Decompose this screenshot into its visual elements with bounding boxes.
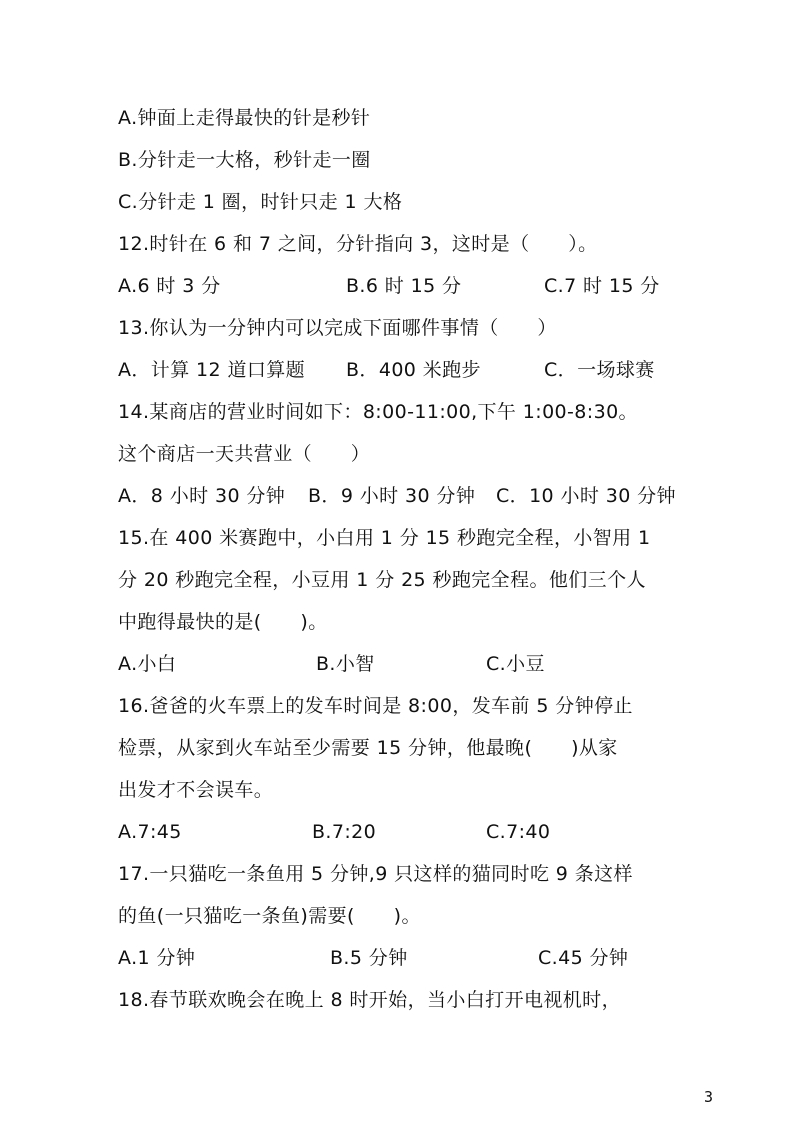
q14-stem-line-2: 这个商店一天共营业（ ） (118, 443, 371, 465)
q12-option-c: C.7 时 15 分 (544, 275, 660, 297)
q17-option-b: B.5 分钟 (330, 947, 408, 969)
q14-stem-line-1: 14.某商店的营业时间如下：8:00-11:00,下午 1:00-8:30。 (118, 401, 638, 423)
q11-option-c: C.分针走 1 圈，时针只走 1 大格 (118, 191, 403, 213)
q13-option-a: A．计算 12 道口算题 (118, 359, 306, 381)
q15-option-b: B.小智 (316, 653, 375, 675)
q12-option-b: B.6 时 15 分 (346, 275, 462, 297)
q16-stem-line-2: 检票，从家到火车站至少需要 15 分钟，他最晚( )从家 (118, 737, 618, 759)
q17-option-a: A.1 分钟 (118, 947, 196, 969)
q15-stem-line-3: 中跑得最快的是( )。 (118, 611, 328, 633)
q14-option-c: C．10 小时 30 分钟 (496, 485, 676, 507)
q16-option-a: A.7:45 (118, 821, 182, 843)
q12-stem: 12.时针在 6 和 7 之间，分针指向 3，这时是（ ）。 (118, 233, 598, 255)
q15-option-a: A.小白 (118, 653, 177, 675)
q11-option-a: A.钟面上走得最快的针是秒针 (118, 107, 371, 129)
q13-stem: 13.你认为一分钟内可以完成下面哪件事情（ ） (118, 317, 557, 339)
q18-stem-line-1: 18.春节联欢晚会在晚上 8 时开始，当小白打开电视机时， (118, 989, 621, 1011)
q15-stem-line-2: 分 20 秒跑完全程，小豆用 1 分 25 秒跑完全程。他们三个人 (118, 569, 646, 591)
q13-option-b: B．400 米跑步 (346, 359, 481, 381)
q17-stem-line-1: 17.一只猫吃一条鱼用 5 分钟,9 只这样的猫同时吃 9 条这样 (118, 863, 633, 885)
q16-stem-line-1: 16.爸爸的火车票上的发车时间是 8:00，发车前 5 分钟停止 (118, 695, 633, 717)
q13-option-c: C．一场球赛 (544, 359, 655, 381)
q14-option-a: A．8 小时 30 分钟 (118, 485, 286, 507)
q16-option-c: C.7:40 (486, 821, 551, 843)
q14-option-b: B．9 小时 30 分钟 (308, 485, 476, 507)
q16-option-b: B.7:20 (312, 821, 377, 843)
page-number: 3 (704, 1088, 714, 1106)
q11-option-b: B.分针走一大格，秒针走一圈 (118, 149, 371, 171)
q17-stem-line-2: 的鱼(一只猫吃一条鱼)需要( )。 (118, 905, 421, 927)
q16-stem-line-3: 出发才不会误车。 (118, 779, 274, 801)
q15-stem-line-1: 15.在 400 米赛跑中，小白用 1 分 15 秒跑完全程，小智用 1 (118, 527, 651, 549)
q17-option-c: C.45 分钟 (538, 947, 629, 969)
q12-option-a: A.6 时 3 分 (118, 275, 221, 297)
q15-option-c: C.小豆 (486, 653, 545, 675)
